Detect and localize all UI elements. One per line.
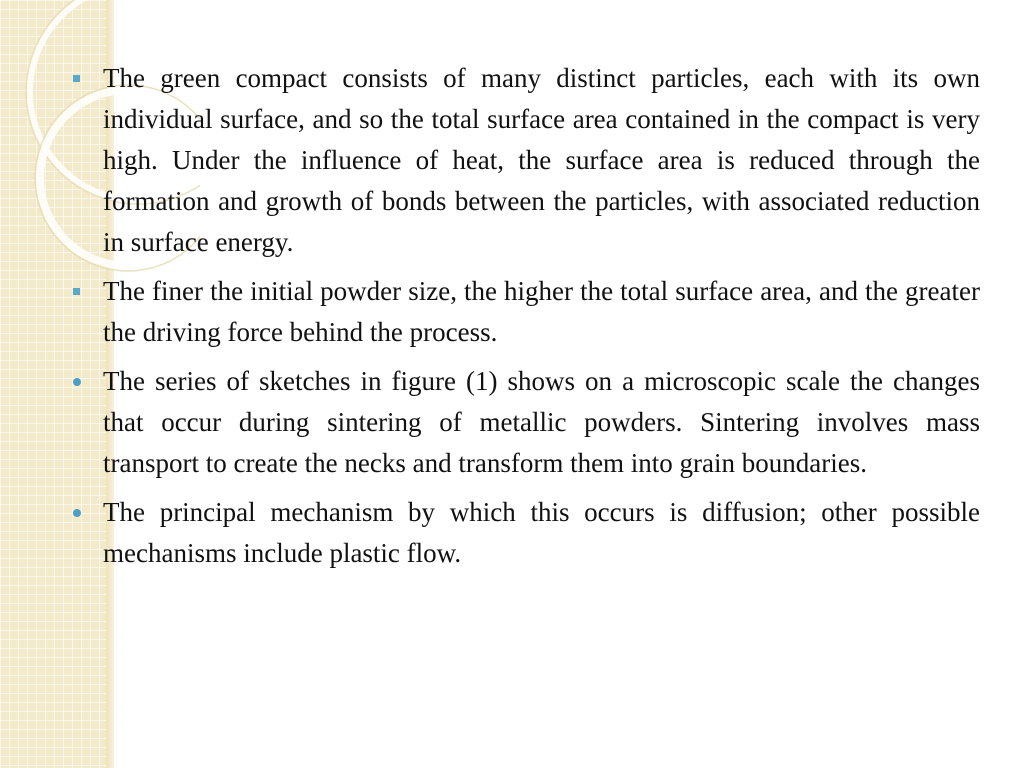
bullet-list xyxy=(70,58,980,574)
circle-bullet-icon xyxy=(73,509,81,517)
square-bullet-icon xyxy=(73,75,80,82)
circle-bullet-icon xyxy=(73,378,81,386)
bullet-text: The finer the initial powder size, the higher the total surface area, and the greater the driving force behind the process. xyxy=(103,276,980,347)
bullet-item xyxy=(70,58,980,263)
slide-content xyxy=(70,58,980,582)
bullet-item xyxy=(70,361,980,484)
bullet-text: The principal mechanism by which this occurs is diffusion; other possible mechanisms include plastic flow. xyxy=(103,497,980,568)
square-bullet-icon xyxy=(73,288,80,295)
bullet-item xyxy=(70,271,980,353)
bullet-item xyxy=(70,492,980,574)
bullet-text: The green compact consists of many distinct particles, each with its own individual surface, and so the total surface area contained in the compact is very high. Under the influence of heat, the surface area is reduced through the formation and growth of bonds between the particles, with associated reduction in surface energy. xyxy=(103,63,980,257)
bullet-text: The series of sketches in figure (1) shows on a microscopic scale the changes that occur during sintering of metallic powders. Sintering involves mass transport to create the necks and transform them into grain boundaries. xyxy=(103,366,980,478)
